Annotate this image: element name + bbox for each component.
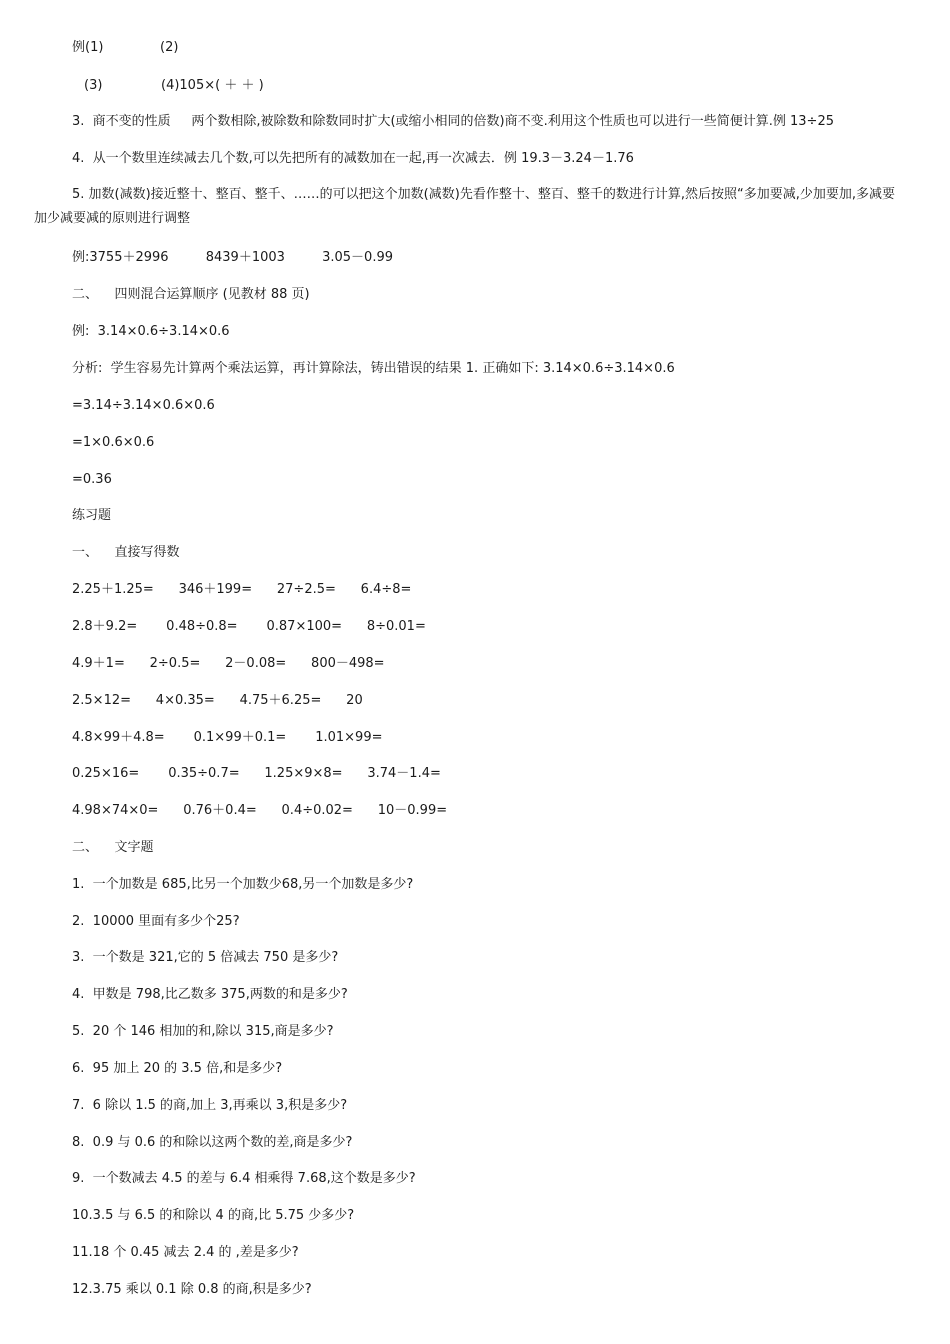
exercises-heading: 练习题 <box>72 508 112 523</box>
mental-math-row: 4.98×74×0= 0.76＋0.4= 0.4÷0.02= 10－0.99= <box>72 803 448 818</box>
word-problem: 5. 20 个 146 相加的和,除以 315,商是多少? <box>72 1024 334 1039</box>
word-problem: 11.18 个 0.45 减去 2.4 的 ,差是多少? <box>72 1245 299 1260</box>
example-1-label: 例(1) <box>72 40 104 55</box>
mental-math-row: 2.8＋9.2= 0.48÷0.8= 0.87×100= 8÷0.01= <box>72 619 426 634</box>
word-problem: 6. 95 加上 20 的 3.5 倍,和是多少? <box>72 1061 283 1076</box>
mental-math-row: 0.25×16= 0.35÷0.7= 1.25×9×8= 3.74－1.4= <box>72 766 441 781</box>
analysis-text: 分析: 学生容易先计算两个乘法运算，再计算除法，铸出错误的结果 1. 正确如下: 3.14×0.6÷3.14×0.6 <box>72 361 675 376</box>
rule-5-examples: 例:3755＋2996 8439＋1003 3.05－0.99 <box>72 250 393 265</box>
mental-math-row: 4.8×99＋4.8= 0.1×99＋0.1= 1.01×99= <box>72 730 383 745</box>
word-problem: 10.3.5 与 6.5 的和除以 4 的商,比 5.75 少多少? <box>72 1208 355 1223</box>
mental-math-row: 4.9＋1= 2÷0.5= 2－0.08= 800－498= <box>72 656 385 671</box>
rule-5-text: 5. 加数(减数)接近整十、整百、整千、……的可以把这个加数(减数)先看作整十、整百、整千的数进行计算,然后按照“多加要减,少加要加,多减要加少减要减的原则进行调整 <box>34 187 895 226</box>
word-problem: 9. 一个数减去 4.5 的差与 6.4 相乘得 7.68,这个数是多少? <box>72 1171 416 1186</box>
example-2-label: (2) <box>160 40 179 55</box>
example-3-label: (3) <box>84 78 103 93</box>
word-problem: 2. 10000 里面有多少个25? <box>72 914 240 929</box>
example-4-label: (4)105×( ＋ ＋ ) <box>161 78 264 93</box>
word-problem: 4. 甲数是 798,比乙数多 375,两数的和是多少? <box>72 987 348 1002</box>
rule-4-text: 4. 从一个数里连续减去几个数,可以先把所有的减数加在一起,再一次减去．例 19.3－3.24－1.76 <box>72 151 634 166</box>
mental-math-row: 2.25＋1.25= 346＋199= 27÷2.5= 6.4÷8= <box>72 582 412 597</box>
rule-3-text: 3. 商不变的性质 两个数相除,被除数和除数同时扩大(或缩小相同的倍数)商不变.利用这个性质也可以进行一些简便计算.例 13÷25 <box>72 114 834 129</box>
word-problem: 1. 一个加数是 685,比另一个加数少68,另一个加数是多少? <box>72 877 414 892</box>
section-2-heading: 二、 四则混合运算顺序 (见教材 88 页) <box>72 287 310 302</box>
exercise-part-2-heading: 二、 文字题 <box>72 840 154 855</box>
word-problem: 7. 6 除以 1.5 的商,加上 3,再乘以 3,积是多少? <box>72 1098 348 1113</box>
word-problem: 3. 一个数是 321,它的 5 倍减去 750 是多少? <box>72 950 339 965</box>
exercise-part-1-heading: 一、 直接写得数 <box>72 545 180 560</box>
order-example: 例: 3.14×0.6÷3.14×0.6 <box>72 324 230 339</box>
solution-step-2: =1×0.6×0.6 <box>72 435 155 450</box>
word-problem: 12.3.75 乘以 0.1 除 0.8 的商,积是多少? <box>72 1282 312 1297</box>
solution-step-1: =3.14÷3.14×0.6×0.6 <box>72 398 215 413</box>
word-problem: 8. 0.9 与 0.6 的和除以这两个数的差,商是多少? <box>72 1135 353 1150</box>
rule-5-paragraph <box>34 183 906 231</box>
solution-step-3: =0.36 <box>72 472 112 487</box>
mental-math-row: 2.5×12= 4×0.35= 4.75＋6.25= 20 <box>72 693 363 708</box>
